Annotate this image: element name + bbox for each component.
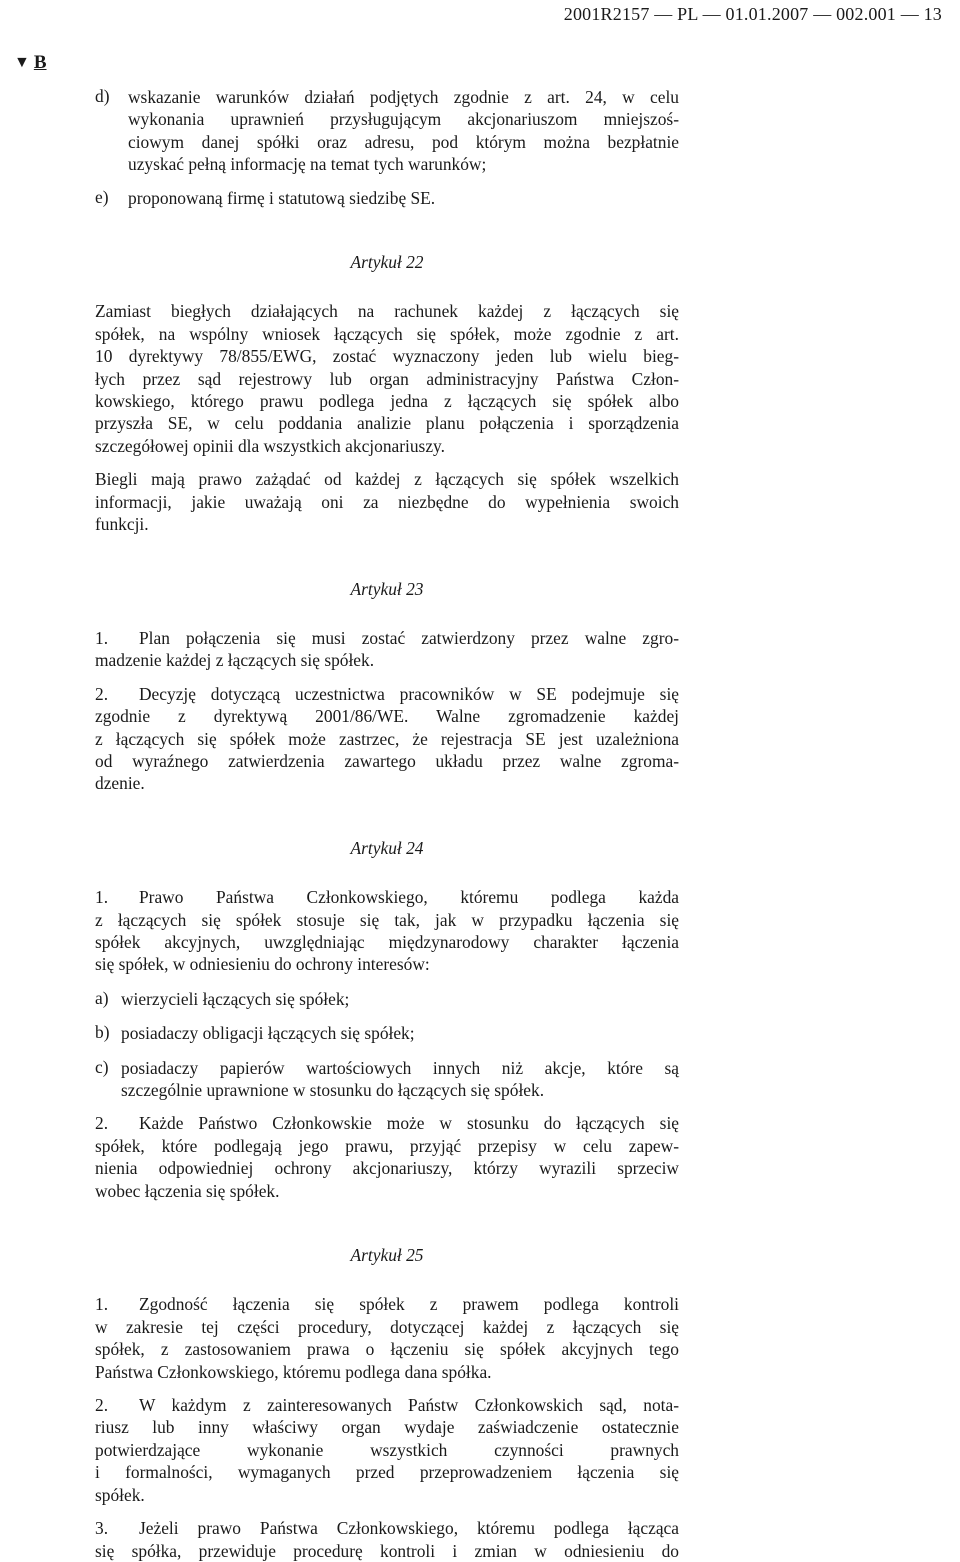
text-line: funkcji.	[95, 514, 149, 535]
text-line: 10 dyrektywy 78/855/EWG, zostać wyznaczony jeden lub wielu bieg-	[95, 346, 679, 367]
document-body	[95, 84, 679, 1562]
text-line: się spółek, w odniesieniu do ochrony interesów:	[95, 954, 430, 975]
text-line: Zgodność łączenia się spółek z prawem podlega kontroli	[139, 1294, 679, 1315]
text-line: spółek akcyjnych, uwzględniając międzynarodowy charakter łączenia	[95, 931, 679, 952]
article-heading: Artykuł 25	[350, 1245, 424, 1266]
paragraph-number: 2.	[95, 683, 109, 704]
text-line: nienia odpowiedniej ochrony akcjonariuszy, którzy wyrazili sprzeciw	[95, 1158, 679, 1179]
text-line: spółek, na wspólny wniosek łączących się spółek, może zgodnie z art.	[95, 323, 679, 344]
text-line: wskazanie warunków działań podjętych zgodnie z art. 24, w celu	[128, 87, 679, 107]
article-heading: Artykuł 22	[350, 252, 424, 273]
paragraph	[95, 468, 679, 535]
paragraph	[95, 1112, 679, 1202]
list-item-c	[95, 1057, 679, 1102]
list-label: e)	[95, 186, 109, 207]
text-line: Decyzję dotyczącą uczestnictwa pracowników w SE podejmuje się	[139, 683, 679, 704]
paragraph-number: 2.	[95, 1113, 109, 1134]
paragraph	[95, 1293, 679, 1383]
paragraph-number: 1.	[95, 1294, 109, 1315]
text-line: z łączących się spółek stosuje się tak, jak w przypadku łączenia się	[95, 909, 679, 930]
text-line: Państwa Członkowskiego, któremu podlega dana spółka.	[95, 1361, 492, 1382]
text-line: Jeżeli prawo Państwa Członkowskiego, któremu podlega łącząca	[139, 1518, 679, 1539]
text-line: kowskiego, którego prawu podlega jedna z łączących się spółek albo	[95, 391, 679, 412]
list-item-b	[95, 1022, 679, 1044]
text-line: potwierdzające wykonanie wszystkich czynności prawnych	[95, 1439, 679, 1460]
text-line: Zamiast biegłych działających na rachunek każdej z łączących się	[95, 301, 679, 322]
text-line: Plan połączenia się musi zostać zatwierdzony przez walne zgro-	[139, 627, 679, 648]
text-line: szczególnie uprawnione w stosunku do łączących się spółek.	[121, 1080, 545, 1100]
text-line: wierzycieli łączących się spółek;	[121, 988, 350, 1009]
marker-code: B	[33, 52, 47, 73]
list-item-d	[95, 86, 679, 176]
text-line: W każdym z zainteresowanych Państw Członkowskich sąd, nota-	[139, 1395, 679, 1416]
list-label: a)	[95, 987, 109, 1008]
paragraph	[95, 300, 679, 457]
text-line: dzenie.	[95, 773, 145, 794]
text-line: posiadaczy obligacji łączących się spółek;	[121, 1023, 415, 1044]
text-line: i formalności, wymaganych przed przeprowadzeniem łączenia się	[95, 1462, 679, 1483]
text-line: spółek, które podlegają jego prawu, przyjąć przepisy w celu zapew-	[95, 1135, 679, 1156]
list-label: b)	[95, 1022, 110, 1043]
text-line: uzyskać pełną informację na temat tych warunków;	[128, 154, 487, 175]
document-header: 2001R2157 — PL — 01.01.2007 — 002.001 — 13	[563, 4, 942, 24]
paragraph	[95, 1394, 679, 1506]
text-line: się spółka, przewiduje procedurę kontroli i zmian w odniesieniu do	[95, 1540, 679, 1561]
text-line: przyszła SE, w celu poddania analizie planu połączenia i sporządzenia	[95, 413, 679, 434]
text-line: w zakresie tej części procedury, dotyczącej każdej z łączących się	[95, 1316, 679, 1337]
text-line: Prawo Państwa Członkowskiego, któremu podlega każda	[139, 887, 679, 908]
list-item-a	[95, 988, 679, 1010]
text-line: łych przez sąd rejestrowy lub organ administracyjny Państwa Człon-	[95, 368, 679, 389]
text-line: madzenie każdej z łączących się spółek.	[95, 650, 375, 671]
triangle-down-icon: ▼	[14, 54, 30, 71]
list-label: d)	[95, 86, 110, 106]
text-line: wykonania uprawnień przysługującym akcjonariuszom mniejszoś-	[128, 109, 679, 130]
paragraph-number: 1.	[95, 887, 109, 908]
text-line: szczegółowej opinii dla wszystkich akcjonariuszy.	[95, 435, 445, 456]
paragraph	[95, 1517, 679, 1562]
paragraph	[95, 683, 679, 795]
paragraph	[95, 627, 679, 672]
text-line: riusz lub inny właściwy organ wydaje zaświadczenie ostatecznie	[95, 1417, 679, 1438]
text-line: spółek, z zastosowaniem prawa o łączeniu się spółek akcyjnych tego	[95, 1339, 679, 1360]
paragraph-number: 2.	[95, 1395, 109, 1416]
article-heading: Artykuł 24	[350, 837, 424, 858]
text-line: ciowym danej spółki oraz adresu, pod którym można bezpłatnie	[128, 131, 679, 152]
paragraph	[95, 886, 679, 976]
text-line: od wyraźnego zatwierdzenia zawartego układu przez walne zgroma-	[95, 750, 679, 771]
text-line: Każde Państwo Członkowskie może w stosunku do łączących się	[139, 1113, 679, 1134]
paragraph-number: 3.	[95, 1518, 109, 1539]
text-line: proponowaną firmę i statutową siedzibę SE.	[128, 187, 436, 208]
text-line: zgodnie z dyrektywą 2001/86/WE. Walne zgromadzenie każdej	[95, 706, 679, 727]
text-line: z łączących się spółek może zastrzec, że rejestracja SE jest uzależniona	[95, 728, 679, 749]
text-line: informacji, jakie uważają oni za niezbędne do wypełnienia swoich	[95, 491, 679, 512]
text-line: spółek.	[95, 1484, 145, 1505]
list-label: c)	[95, 1056, 109, 1077]
text-line: posiadaczy papierów wartościowych innych niż akcje, które są	[121, 1057, 679, 1078]
text-line: wobec łączenia się spółek.	[95, 1180, 280, 1201]
article-heading: Artykuł 23	[350, 578, 424, 599]
list-item-e	[95, 187, 679, 209]
amendment-marker	[14, 52, 47, 74]
text-line: Biegli mają prawo zażądać od każdej z łączących się spółek wszelkich	[95, 469, 679, 490]
paragraph-number: 1.	[95, 627, 109, 648]
